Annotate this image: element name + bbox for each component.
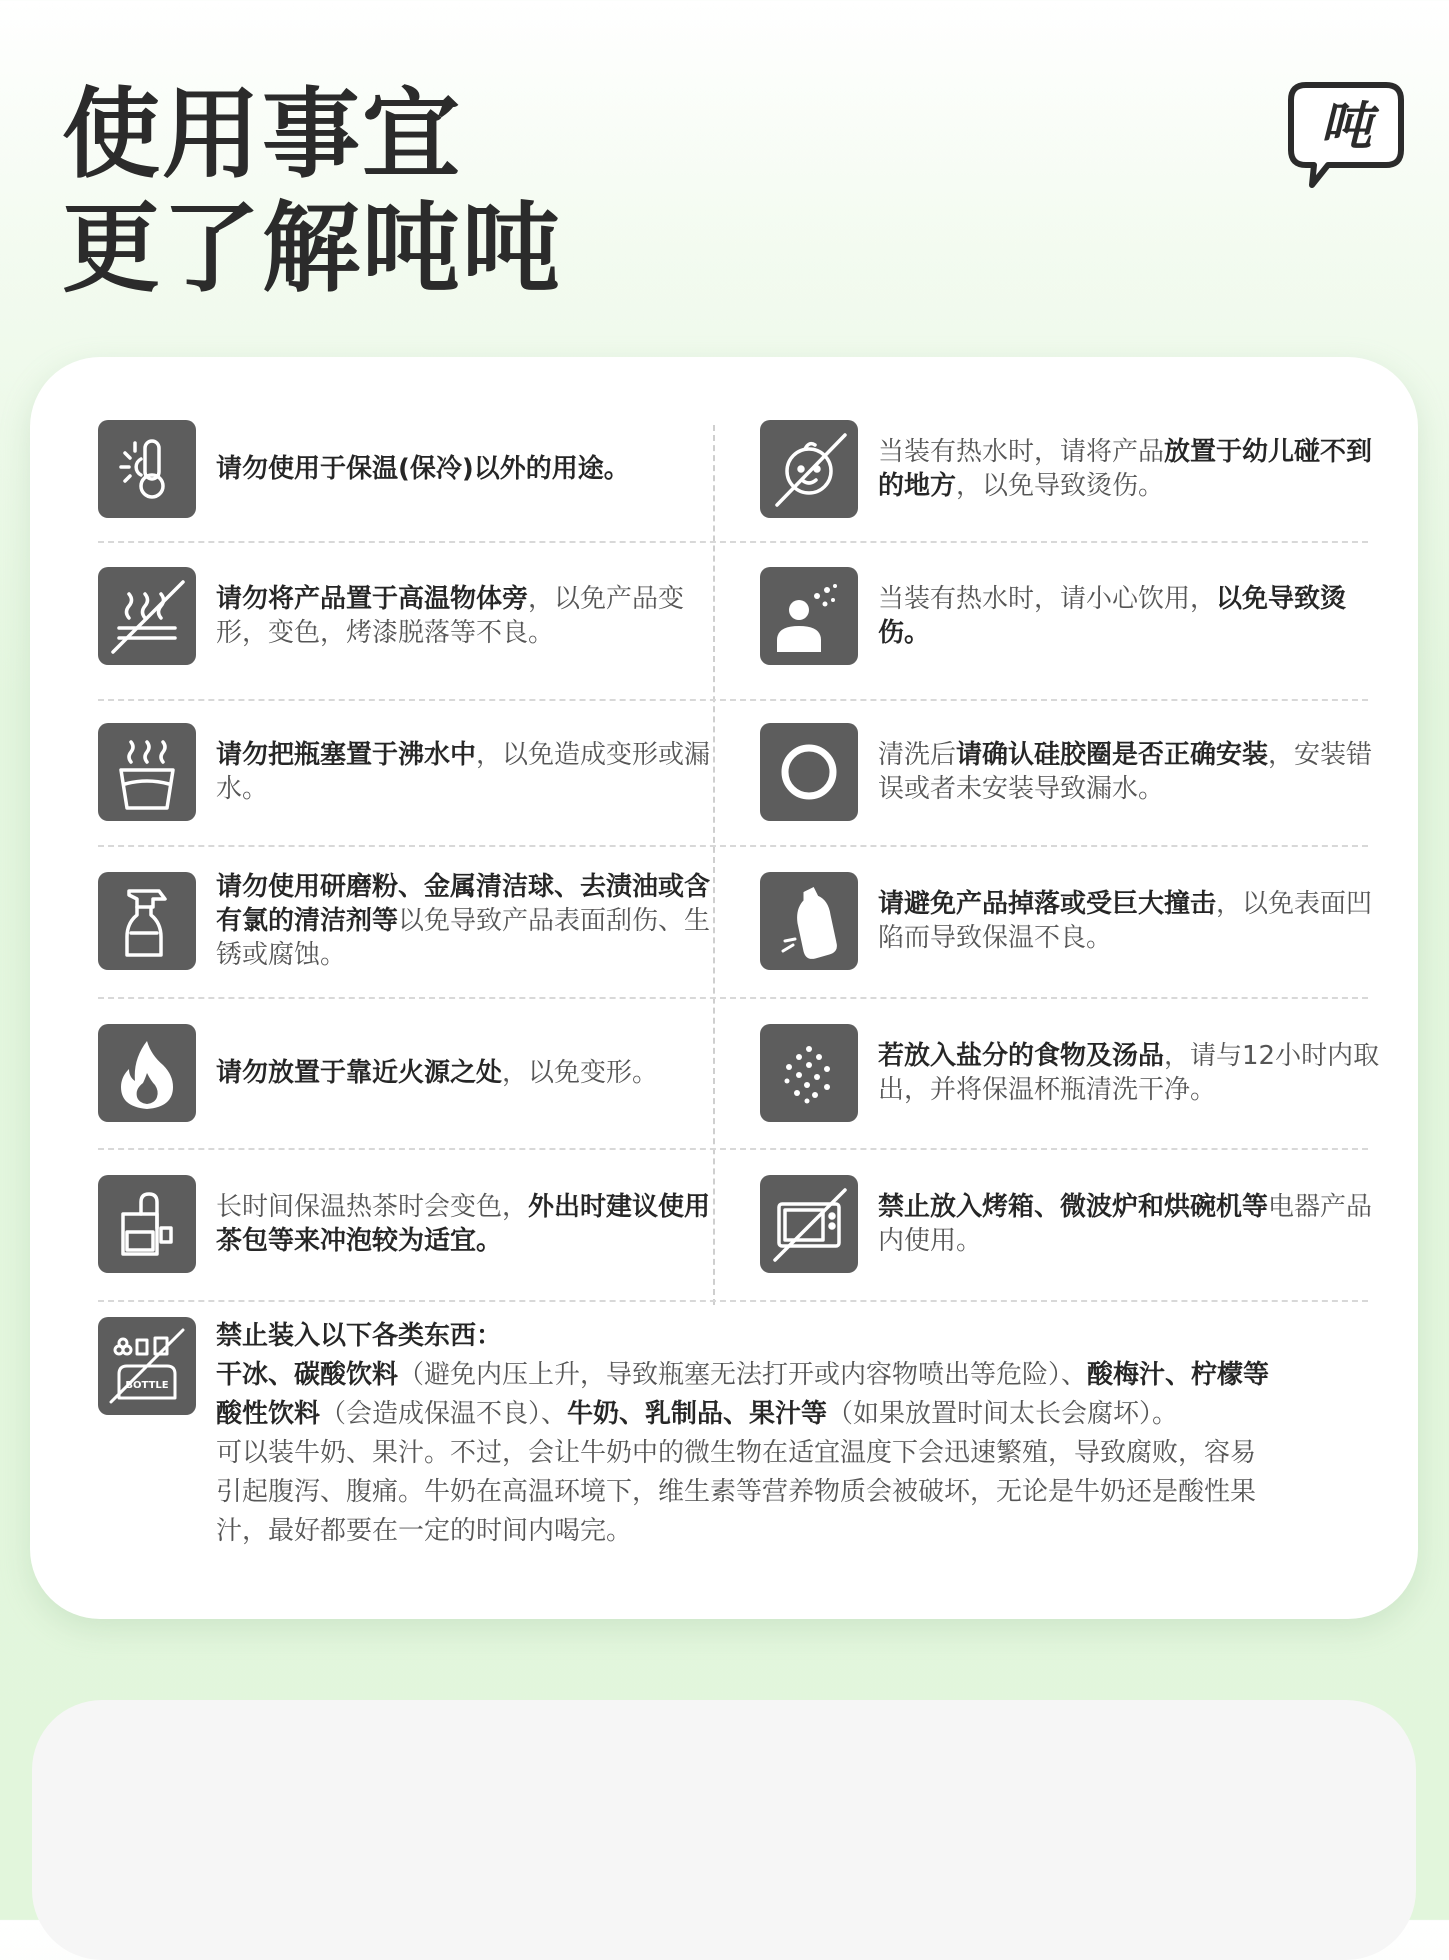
body-text: ，请与12小时内取出，并将保温杯瓶清洗干净。 bbox=[878, 1041, 1380, 1105]
spray-bottle-icon bbox=[98, 872, 196, 970]
silicone-ring-icon bbox=[760, 723, 858, 821]
title-line-1: 使用事宜 bbox=[62, 78, 463, 192]
person-drinking-icon bbox=[760, 567, 858, 665]
row-divider bbox=[98, 699, 1368, 701]
notice-item bbox=[98, 1024, 728, 1122]
prohibited-icon-label: BOTTLE bbox=[125, 1380, 169, 1391]
body-text: 电器产品内使用。 bbox=[878, 1192, 1373, 1256]
emphasis-text: 请勿放置于靠近火源之处 bbox=[216, 1058, 503, 1088]
fire-icon bbox=[98, 1024, 196, 1122]
emphasis-text: 干冰、碳酸饮料 bbox=[216, 1360, 399, 1390]
notice-text bbox=[216, 452, 630, 486]
notice-text bbox=[216, 582, 728, 650]
body-text: ，以免变形。 bbox=[502, 1058, 659, 1088]
prohibited-title: 禁止装入以下各类东西： bbox=[216, 1321, 503, 1351]
body-text: ，以免导致烫伤。 bbox=[956, 471, 1165, 501]
microwave-no-icon bbox=[760, 1175, 858, 1273]
row-divider bbox=[98, 997, 1368, 999]
notice-text bbox=[216, 738, 728, 806]
emphasis-text: 酸性饮料 bbox=[216, 1399, 321, 1429]
emphasis-text: 请勿把瓶塞置于沸水中 bbox=[216, 740, 477, 770]
body-text: ，安装错误或者未安装导致漏水。 bbox=[878, 740, 1373, 804]
row-divider bbox=[98, 845, 1368, 847]
notice-item bbox=[760, 872, 1390, 970]
notice-item bbox=[98, 723, 728, 821]
notice-text bbox=[878, 887, 1390, 955]
usage-notice-card bbox=[30, 357, 1418, 1619]
notice-text bbox=[878, 738, 1390, 806]
page-title bbox=[62, 78, 562, 306]
body-text: 当装有热水时，请小心饮用， bbox=[878, 584, 1217, 614]
emphasis-text: 请勿使用于保温(保冷)以外的用途。 bbox=[216, 454, 630, 484]
body-text: （如果放置时间太长会腐坏）。 bbox=[827, 1399, 1179, 1429]
prohibited-note-1: 可以装牛奶、果汁。不过，会让牛奶中的微生物在适宜温度下会迅速繁殖，导致腐败，容易 bbox=[216, 1438, 1257, 1468]
notice-text bbox=[878, 582, 1390, 650]
notice-item bbox=[760, 1175, 1390, 1273]
boiling-cup-icon bbox=[98, 723, 196, 821]
row-divider bbox=[98, 1148, 1368, 1150]
logo-text: 吨 bbox=[1319, 97, 1373, 157]
notice-item bbox=[98, 1175, 728, 1273]
emphasis-text: 放置于幼儿碰不到的地方 bbox=[878, 437, 1373, 501]
emphasis-text: 外出时建议使用茶包等来冲泡较为适宜。 bbox=[216, 1192, 711, 1256]
falling-bottle-icon bbox=[760, 872, 858, 970]
body-text: 当装有热水时，请将产品 bbox=[878, 437, 1165, 467]
heat-source-no-icon bbox=[98, 567, 196, 665]
row-divider bbox=[98, 541, 1368, 543]
emphasis-text: 酸梅汁、柠檬等 bbox=[1087, 1360, 1270, 1390]
emphasis-text: 请勿使用研磨粉、金属清洁球、去渍油或含有氯的清洁剂等 bbox=[216, 872, 711, 936]
body-text: ，以免产品变形，变色，烤漆脱落等不良。 bbox=[216, 584, 685, 648]
emphasis-text: 禁止放入烤箱、微波炉和烘碗机等 bbox=[878, 1192, 1269, 1222]
body-text: ，以免表面凹陷而导致保温不良。 bbox=[878, 889, 1373, 953]
emphasis-text: 请避免产品掉落或受巨大撞击 bbox=[878, 889, 1217, 919]
emphasis-text: 以免导致烫伤。 bbox=[878, 584, 1347, 648]
prohibited-line-1 bbox=[216, 1356, 1376, 1395]
prohibited-line-2 bbox=[216, 1395, 1376, 1434]
emphasis-text: 请勿将产品置于高温物体旁 bbox=[216, 584, 529, 614]
notice-item bbox=[98, 872, 728, 970]
title-line-2: 更了解吨吨 bbox=[62, 192, 563, 306]
body-text: 清洗后 bbox=[878, 740, 957, 770]
prohibited-note-3: 汁，最好都要在一定的时间内喝完。 bbox=[216, 1516, 633, 1546]
body-text: 以免导致产品表面刮伤、生锈或腐蚀。 bbox=[216, 906, 711, 970]
notice-text bbox=[878, 1039, 1390, 1107]
notice-item bbox=[760, 723, 1390, 821]
notice-text bbox=[216, 870, 728, 972]
column-divider bbox=[713, 425, 715, 1305]
notice-text bbox=[878, 435, 1390, 503]
body-text: （避免内压上升，导致瓶塞无法打开或内容物喷出等危险）、 bbox=[398, 1360, 1088, 1390]
notice-item bbox=[760, 420, 1390, 518]
brand-logo bbox=[1286, 80, 1406, 190]
notice-item bbox=[760, 1024, 1390, 1122]
emphasis-text: 若放入盐分的食物及汤品 bbox=[878, 1041, 1165, 1071]
prohibited-items-text bbox=[216, 1317, 1376, 1551]
notice-text bbox=[216, 1056, 658, 1090]
body-text: （会造成保温不良）、 bbox=[320, 1399, 568, 1429]
notice-item bbox=[760, 567, 1390, 665]
emphasis-text: 请确认硅胶圈是否正确安装 bbox=[956, 740, 1269, 770]
notice-item bbox=[98, 567, 728, 665]
prohibited-items-icon bbox=[98, 1317, 196, 1415]
baby-no-icon bbox=[760, 420, 858, 518]
prohibited-note-2: 引起腹泻、腹痛。牛奶在高温环境下，维生素等营养物质会被破坏，无论是牛奶还是酸性果 bbox=[216, 1477, 1257, 1507]
salt-dots-icon bbox=[760, 1024, 858, 1122]
row-divider bbox=[98, 1300, 1368, 1302]
body-text: ，以免造成变形或漏水。 bbox=[216, 740, 711, 804]
notice-item bbox=[98, 420, 728, 518]
notice-text bbox=[878, 1190, 1390, 1258]
emphasis-text: 牛奶、乳制品、果汁等 bbox=[567, 1399, 828, 1429]
notice-text bbox=[216, 1190, 728, 1258]
next-section-card bbox=[32, 1700, 1416, 1960]
body-text: 长时间保温热茶时会变色， bbox=[216, 1192, 529, 1222]
thermometer-sun-icon bbox=[98, 420, 196, 518]
tea-bag-icon bbox=[98, 1175, 196, 1273]
